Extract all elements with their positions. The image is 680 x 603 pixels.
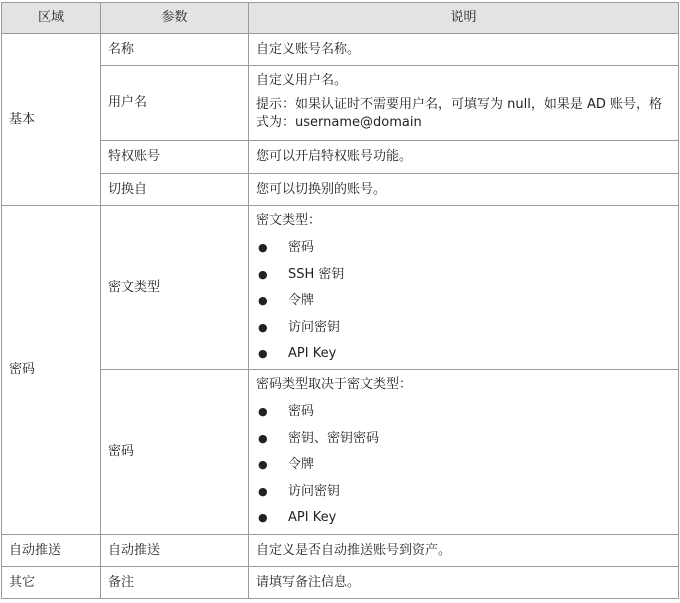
list-item [256,505,674,532]
list-item-label: API Key [288,510,337,525]
bullet-icon: ● [258,241,268,254]
list-item-label: 令牌 [288,457,315,472]
param-cell-username: 用户名 [101,66,249,141]
list-item-label: 令牌 [288,293,315,308]
list-item-label: 密钥、密钥密码 [288,430,380,446]
list-item-label: SSH 密钥 [288,266,345,282]
desc-cell-privileged: 您可以开启特权账号功能。 [249,141,679,174]
bullet-icon: ● [258,405,268,418]
secret-type-desc-text: 密文类型： [256,213,322,228]
list-item [256,399,674,426]
username-tip-text: 提示：如果认证时不需要用户名，可填写为 null，如果是 AD 账号，格式为：username@domain [256,97,663,130]
list-item [256,452,674,479]
desc-cell-remark: 请填写备注信息。 [249,567,679,599]
bullet-icon: ● [258,431,268,445]
table-row [2,535,679,567]
list-item-label: 访问密钥 [288,319,341,335]
list-item [256,288,674,315]
table-row [2,141,679,174]
desc-cell-secret-type [249,206,679,370]
param-cell-secret-type: 密文类型 [101,206,249,370]
username-desc-text: 自定义用户名。 [256,73,348,88]
param-cell-name: 名称 [101,34,249,66]
header-desc: 说明 [249,3,679,34]
bullet-icon: ● [258,458,268,471]
table-row [2,34,679,66]
desc-cell-password [249,370,679,535]
param-cell-autopush: 自动推送 [101,535,249,567]
table-row [2,567,679,599]
list-item [256,262,674,289]
bullet-icon: ● [258,294,268,307]
bullet-icon: ● [258,267,268,281]
desc-cell-switch: 您可以切换别的账号。 [249,174,679,206]
list-item [256,341,674,368]
header-param: 参数 [101,3,249,34]
password-type-list [256,399,674,532]
bullet-icon: ● [258,320,268,334]
table-row [2,370,679,535]
password-desc-text: 密码类型取决于密文类型： [256,377,413,392]
param-cell-switch: 切换自 [101,174,249,206]
list-item-label: 密码 [288,240,315,255]
area-cell-other: 其它 [2,567,101,599]
area-cell-autopush: 自动推送 [2,535,101,567]
area-cell-basic: 基本 [2,34,101,206]
table-row [2,206,679,370]
header-area: 区域 [2,3,101,34]
bullet-icon: ● [258,484,268,498]
list-item-label: API Key [288,346,337,361]
bullet-icon: ● [258,347,268,360]
param-cell-remark: 备注 [101,567,249,599]
param-cell-privileged: 特权账号 [101,141,249,174]
desc-cell-autopush: 自定义是否自动推送账号到资产。 [249,535,679,567]
table-header-row [2,3,679,34]
list-item-label: 访问密钥 [288,483,341,499]
area-cell-password: 密码 [2,206,101,535]
desc-cell-username [249,66,679,141]
list-item [256,426,674,453]
list-item [256,235,674,262]
parameter-table [1,2,679,599]
param-cell-password: 密码 [101,370,249,535]
list-item [256,479,674,506]
desc-cell-name: 自定义账号名称。 [249,34,679,66]
list-item-label: 密码 [288,404,315,419]
bullet-icon: ● [258,511,268,524]
table-row [2,66,679,141]
table-row [2,174,679,206]
list-item [256,315,674,342]
secret-type-list [256,235,674,368]
